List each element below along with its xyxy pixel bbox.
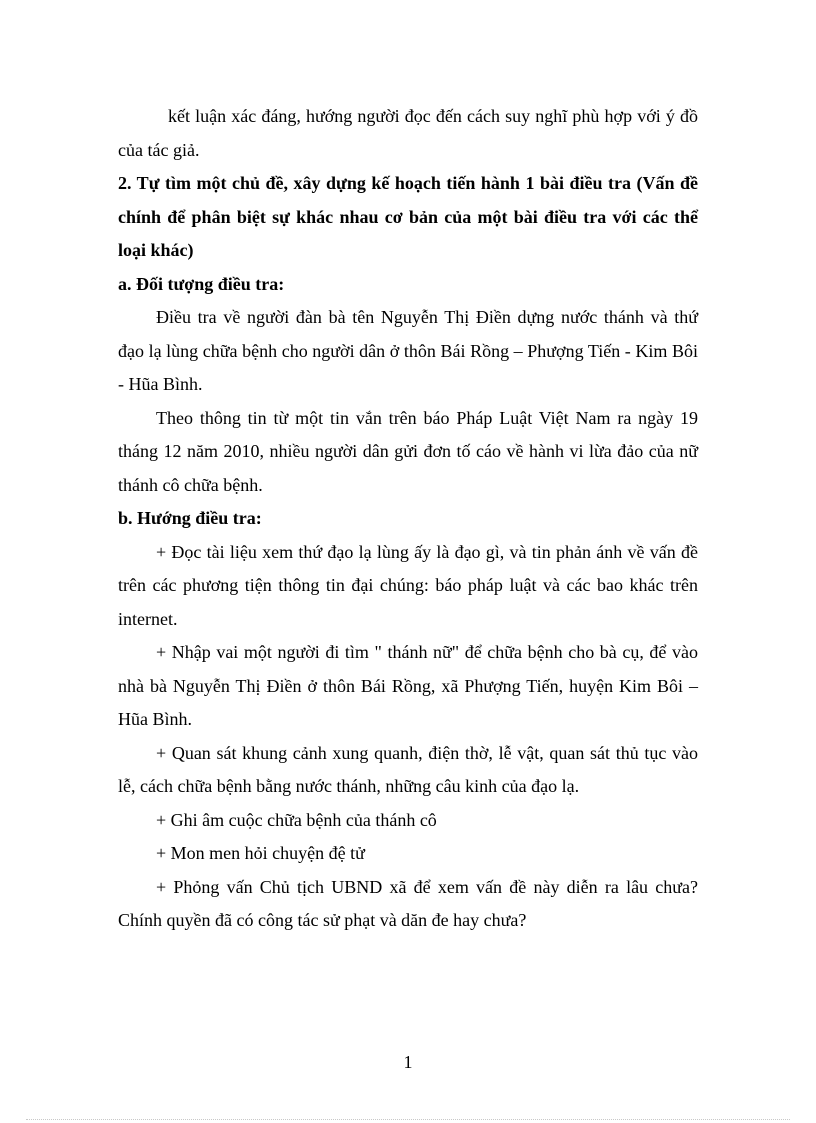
- document-body: [118, 100, 698, 938]
- paragraph-subject: Điều tra về người đàn bà tên Nguyễn Thị Điền dựng nước thánh và thứ đạo lạ lùng chữa bệnh cho người dân ở thôn Bái Rồng – Phượng Tiến - Kim Bôi - Hũa Bình.: [118, 307, 698, 394]
- list-item: + Ghi âm cuộc chữa bệnh của thánh cô: [156, 809, 437, 830]
- footer-divider: [26, 1119, 790, 1120]
- heading-subject: a. Đối tượng điều tra:: [118, 273, 285, 294]
- list-item: + Đọc tài liệu xem thứ đạo lạ lùng ấy là đạo gì, và tin phản ánh về vấn đề trên các phương tiện thông tin đại chúng: báo pháp luật và các bao khác trên internet.: [118, 541, 698, 629]
- paragraph-conclusion: kết luận xác đáng, hướng người đọc đến cách suy nghĩ phù hợp với ý đồ của tác giả.: [118, 106, 698, 160]
- list-item: + Phỏng vấn Chủ tịch UBND xã để xem vấn đề này diễn ra lâu chưa? Chính quyền đã có công tác sử phạt và dăn đe hay chưa?: [118, 876, 698, 930]
- heading-direction: b. Hướng điều tra:: [118, 508, 262, 528]
- list-item: + Quan sát khung cảnh xung quanh, điện thờ, lễ vật, quan sát thủ tục vào lễ, cách chữa bệnh bằng nước thánh, những câu kinh của đạo lạ.: [118, 742, 698, 796]
- list-item: + Mon men hỏi chuyện đệ tử: [156, 843, 365, 863]
- page-number: 1: [403, 1052, 413, 1072]
- heading-section-2: 2. Tự tìm một chủ đề, xây dựng kế hoạch tiến hành 1 bài điều tra (Vấn đề chính để phân biệt sự khác nhau cơ bản của một bài điều tra với các thể loại khác): [118, 173, 698, 260]
- paragraph-source: Theo thông tin từ một tin vắn trên báo Pháp Luật Việt Nam ra ngày 19 tháng 12 năm 2010, nhiều người dân gửi đơn tố cáo về hành vi lừa đảo của nữ thánh cô chữa bệnh.: [118, 407, 698, 495]
- list-item: + Nhập vai một người đi tìm " thánh nữ" để chữa bệnh cho bà cụ, để vào nhà bà Nguyễn Thị Điền ở thôn Bái Rồng, xã Phượng Tiến, huyện Kim Bôi – Hũa Bình.: [118, 642, 698, 729]
